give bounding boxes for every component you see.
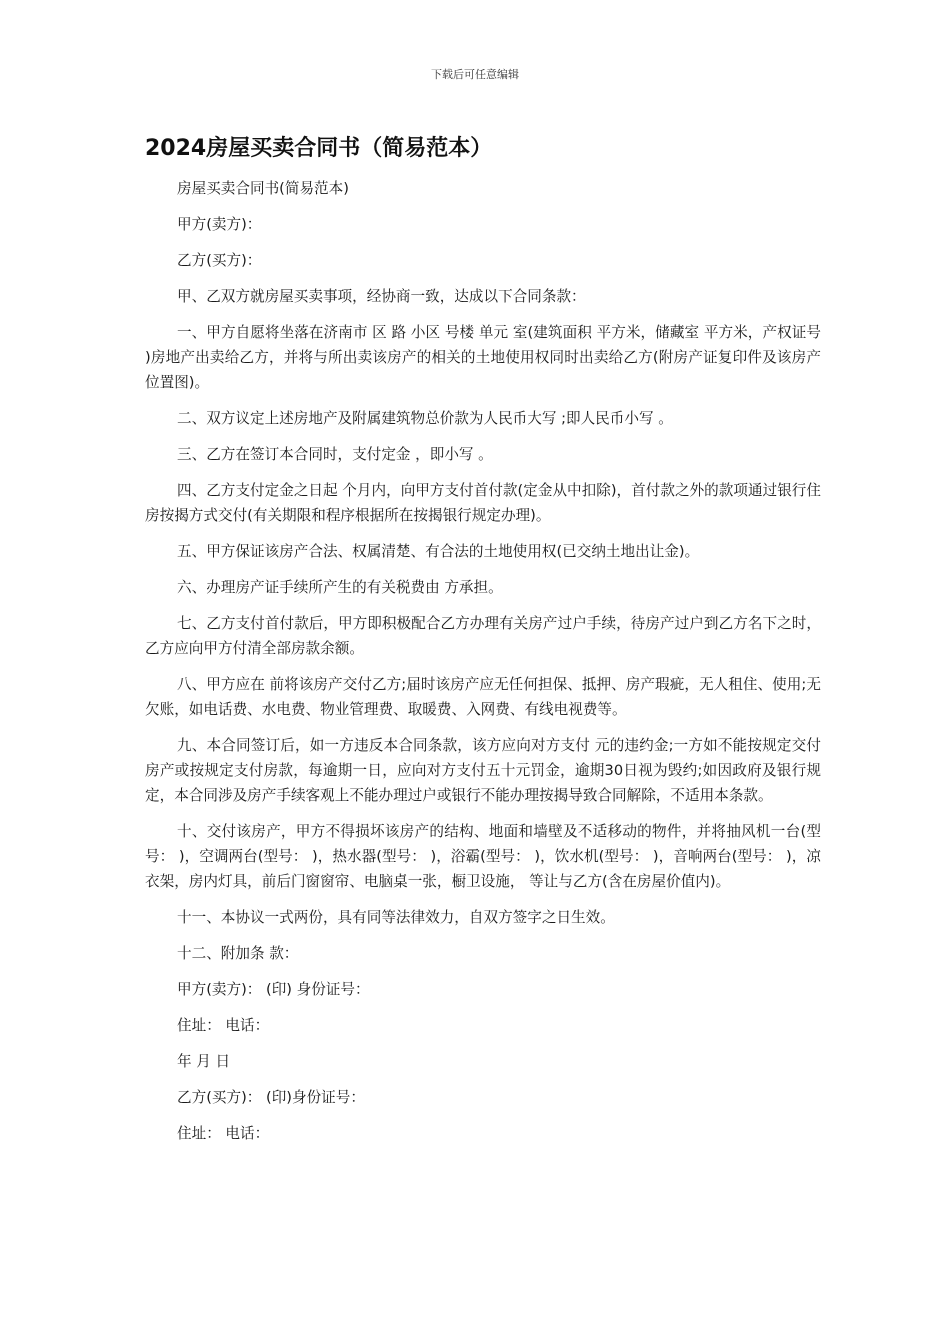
header-note: 下载后可任意编辑 <box>431 68 519 81</box>
address-party-b: 住址： 电话： <box>177 1125 270 1142</box>
signature-party-b: 乙方(买方)： (印)身份证号： <box>177 1089 365 1106</box>
clause-7: 七、乙方支付首付款后，甲方即积极配合乙方办理有关房产过户手续，待房产过户到乙方名下之时，乙方应向甲方付清全部房款余额。 <box>145 615 821 657</box>
paragraph-preamble: 甲、乙双方就房屋买卖事项，经协商一致，达成以下合同条款： <box>177 288 586 305</box>
document-title: 2024房屋买卖合同书（简易范本） <box>145 136 493 161</box>
clause-10: 十、交付该房产，甲方不得损坏该房产的结构、地面和墙壁及不适移动的物件，并将抽风机一台(型号： )，空调两台(型号： )，热水器(型号： )，浴霸(型号： )，饮水机(型号： )，音响两台(型号： )，凉衣架，房内灯具，前后门窗窗帘、电脑桌一张，橱卫设施， 等让与乙方(含在房屋价值内)。 <box>145 823 821 890</box>
clause-2: 二、双方议定上述房地产及附属建筑物总价款为人民币大写 ;即人民币小写 。 <box>177 410 673 427</box>
clause-5: 五、甲方保证该房产合法、权属清楚、有合法的土地使用权(已交纳土地出让金)。 <box>177 543 700 560</box>
paragraph-party-a: 甲方(卖方)： <box>177 216 262 233</box>
clause-11: 十一、本协议一式两份，具有同等法律效力，自双方签字之日生效。 <box>177 909 615 926</box>
signature-party-a: 甲方(卖方)： (印) 身份证号： <box>177 981 370 998</box>
paragraph-subtitle: 房屋买卖合同书(简易范本) <box>177 180 349 197</box>
signature-date: 年 月 日 <box>177 1053 231 1070</box>
clause-1: 一、甲方自愿将坐落在济南市 区 路 小区 号楼 单元 室(建筑面积 平方米，储藏室 平方米，产权证号 )房地产出卖给乙方，并将与所出卖该房产的相关的土地使用权同时出卖给乙方(附房产证复印件及该房产位置图)。 <box>145 324 821 391</box>
clause-3: 三、乙方在签订本合同时，支付定金 ，即小写 。 <box>177 446 493 463</box>
paragraph-party-b: 乙方(买方)： <box>177 252 262 269</box>
address-party-a: 住址： 电话： <box>177 1017 270 1034</box>
clause-9: 九、本合同签订后，如一方违反本合同条款，该方应向对方支付 元的违约金;一方如不能按规定交付房产或按规定支付房款，每逾期一日，应向对方支付五十元罚金，逾期30日视为毁约;如因政府及银行规定，本合同涉及房产手续客观上不能办理过户或银行不能办理按揭导致合同解除，不适用本条款。 <box>145 737 821 804</box>
clause-12: 十二、附加条 款： <box>177 945 299 962</box>
clause-8: 八、甲方应在 前将该房产交付乙方;届时该房产应无任何担保、抵押、房产瑕疵，无人租住、使用;无欠账，如电话费、水电费、物业管理费、取暖费、入网费、有线电视费等。 <box>145 676 821 718</box>
clause-6: 六、办理房产证手续所产生的有关税费由 方承担。 <box>177 579 503 596</box>
clause-4: 四、乙方支付定金之日起 个月内，向甲方支付首付款(定金从中扣除)，首付款之外的款项通过银行住房按揭方式交付(有关期限和程序根据所在按揭银行规定办理)。 <box>145 482 821 524</box>
document-body <box>145 176 821 1157</box>
